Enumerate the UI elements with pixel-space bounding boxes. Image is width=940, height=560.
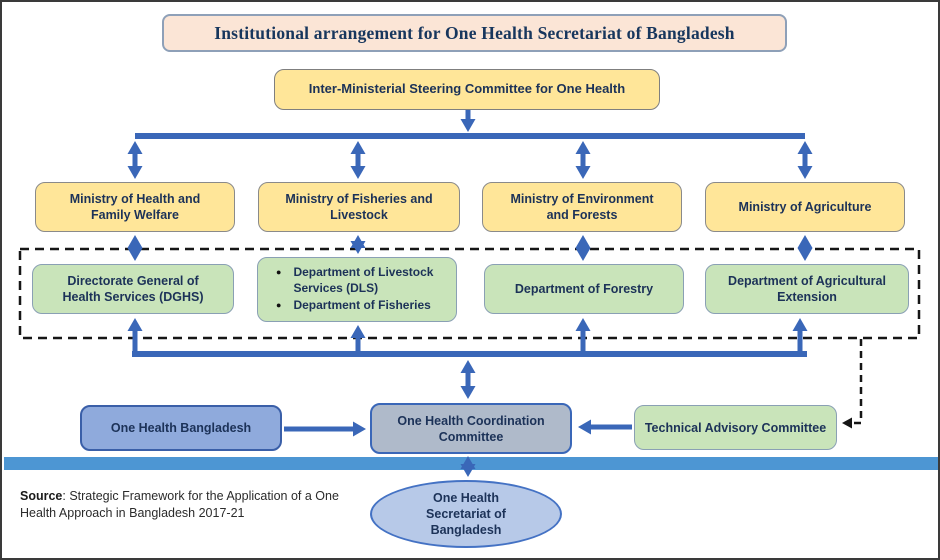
diagram-title: Institutional arrangement for One Health Secretariat of Bangladesh (162, 14, 787, 52)
bullet-icon: ● (276, 300, 282, 311)
list-item (258, 298, 456, 313)
source-label: Source (20, 489, 63, 503)
ministry-box-fisheries-livestock: Ministry of Fisheries and Livestock (258, 182, 460, 232)
source-text: : Strategic Framework for the Application of a One Health Approach in Bangladesh 2017-21 (20, 489, 339, 520)
ministry-box-health-family-welfare: Ministry of Health and Family Welfare (35, 182, 235, 232)
coordination-committee-box: One Health Coordination Committee (370, 403, 572, 454)
source-note (20, 488, 372, 522)
dept-box-forestry: Department of Forestry (484, 264, 684, 314)
dept-fisheries-label: Department of Fisheries (293, 298, 431, 313)
ministry-box-agriculture: Ministry of Agriculture (705, 182, 905, 232)
technical-advisory-committee-box: Technical Advisory Committee (634, 405, 837, 450)
bullet-icon: ● (276, 267, 282, 278)
steering-committee-box: Inter-Ministerial Steering Committee for One Health (274, 69, 660, 110)
one-health-bangladesh-box: One Health Bangladesh (80, 405, 282, 451)
dept-box-dghs: Directorate General of Health Services (DGHS) (32, 264, 234, 314)
dept-box-livestock-fisheries (257, 257, 457, 322)
secretariat-ellipse: One Health Secretariat of Bangladesh (370, 480, 562, 548)
ministry-box-environment-forests: Ministry of Environment and Forests (482, 182, 682, 232)
dept-livestock-label: Department of Livestock Services (DLS) (293, 265, 434, 295)
dept-box-agricultural-extension: Department of Agricultural Extension (705, 264, 909, 314)
list-item (258, 265, 456, 296)
